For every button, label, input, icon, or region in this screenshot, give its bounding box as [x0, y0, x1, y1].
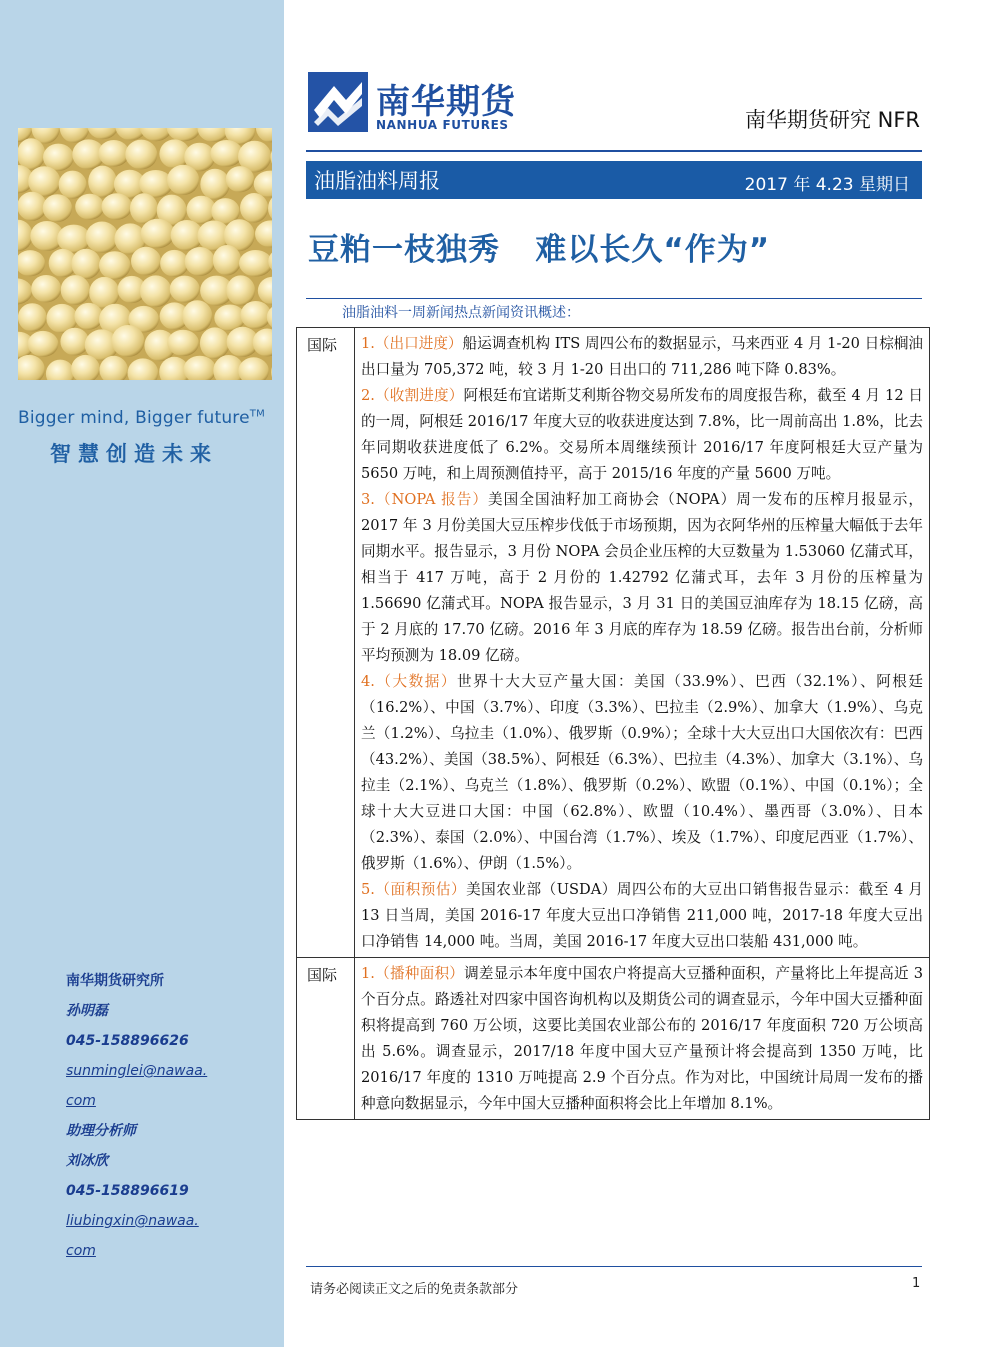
research-institute: 南华期货研究所	[66, 973, 164, 989]
report-title-bar	[306, 161, 922, 199]
news-item	[361, 877, 923, 955]
news-item	[361, 383, 923, 487]
soybean-shape	[240, 301, 271, 329]
soybean-shape	[160, 250, 189, 277]
soybean-shape	[239, 250, 272, 277]
news-tag: 4.（大数据）	[361, 673, 457, 690]
soybean-shape	[61, 275, 90, 305]
news-tag: 1.（播种面积）	[361, 965, 465, 982]
analyst-email[interactable]: sunminglei@nawaa.	[66, 1063, 208, 1079]
page-headline: 豆粕一枝独秀 难以长久“作为”	[308, 232, 771, 268]
soybean-shape	[99, 251, 131, 279]
news-table	[296, 327, 930, 1120]
soybean-shape	[28, 331, 59, 357]
disclaimer-note: 请务必阅读正文之后的免责条款部分	[310, 1282, 519, 1297]
soybean-shape	[210, 140, 242, 167]
soybean-shape	[74, 303, 103, 330]
news-text: 美国农业部（USDA）周四公布的大豆出口销售报告显示：截至 4 月 13 日当周，美国 2016-17 年度大豆出口净销售 211,000 吨，2017-18 年度大豆出口净销售 14,000 吨。当周，美国 2016-17 年度大豆出口装船 431,000 吨。	[361, 881, 923, 950]
page-number: 1	[912, 1276, 921, 1291]
category-cell: 国际	[297, 958, 355, 1120]
soybean-shape	[88, 166, 117, 198]
soybean-shape	[31, 275, 61, 302]
table-row	[297, 328, 930, 958]
news-tag: 1.（出口进度）	[361, 335, 463, 352]
assistant-email[interactable]: liubingxin@nawaa.	[66, 1213, 199, 1229]
soybean-shape	[240, 193, 268, 223]
sidebar	[0, 0, 284, 1347]
assistant-name: 刘冰欣	[66, 1153, 108, 1169]
soybean-shape	[200, 169, 229, 200]
soybean-shape	[200, 327, 230, 359]
soybean-shape	[43, 194, 72, 222]
news-text: 美国全国油籽加工商协会（NOPA）周一发布的压榨月报显示，2017 年 3 月份美国大豆压榨步伐低于市场预期，因为衣阿华州的压榨量大幅低于去年同期水平。报告显示，3 月份 NOPA 会员企业压榨的大豆数量为 1.53060 亿蒲式耳，相当于 417 万吨，高于 2 月份的 1.42792 亿蒲式耳，去年 3 月份的压榨量为 1.56690 亿蒲式耳。NOPA 报告显示，3 月 31 日的美国豆油库存为 18.15 亿磅，高于 2 月底的 17.70 亿磅。2016 年 3 月底的库存为 18.59 亿磅。报告出台前，分析师平均预测为 18.09 亿磅。	[361, 491, 923, 664]
soybean-shape	[167, 165, 199, 195]
news-cell	[355, 328, 930, 958]
research-label: 南华期货研究 NFR	[744, 108, 920, 132]
soybean-shape	[140, 275, 172, 307]
slogan-english: Bigger mind, Bigger future™	[18, 408, 265, 428]
soybean-shape	[125, 140, 157, 170]
slogan-chinese: 智慧创造未来	[50, 442, 218, 466]
soybean-shape	[141, 219, 175, 248]
analyst-email-domain[interactable]: com	[66, 1093, 96, 1109]
footer-divider	[306, 1266, 922, 1267]
news-item	[361, 669, 923, 877]
news-text: 世界十大大豆产量大国：美国（33.9%）、巴西（32.1%）、阿根廷（16.2%）、中国（3.7%）、印度（3.3%）、巴拉圭（2.9%）、加拿大（1.9%）、乌克兰（1.2%）、乌拉圭（1.0%）、俄罗斯（0.9%）；全球十大大豆出口大国依次有：巴西（43.2%）、美国（38.5%）、阿根廷（6.3%）、巴拉圭（4.3%）、加拿大（3.1%）、乌拉圭（2.1%）、乌克兰（1.8%）、俄罗斯（0.2%）、欧盟（0.1%）、中国（0.1%）；全球十大大豆进口大国：中国（62.8%）、欧盟（10.4%）、墨西哥（3.0%）、日本（2.3%）、泰国（2.0%）、中国台湾（1.7%）、埃及（1.7%）、印度尼西亚（1.7%）、俄罗斯（1.6%）、伊朗（1.5%）。	[361, 673, 923, 872]
soybean-shape	[71, 249, 100, 279]
report-date: 2017 年 4.23 星期日	[744, 175, 910, 195]
news-item	[361, 961, 923, 1117]
category-cell: 国际	[297, 328, 355, 958]
news-tag: 2.（收割进度）	[361, 387, 464, 404]
soybean-shape	[18, 138, 45, 170]
soybean-shape	[167, 330, 199, 356]
soybean-shape	[18, 303, 47, 331]
news-text: 调差显示本年度中国农户将提高大豆播种面积，产量将比上年提高近 3 个百分点。路透社对四家中国咨询机构以及期货公司的调查显示，今年中国大豆播种面积将提高到 760 万公顷，这要比美国农业部公布的 2016/17 年度面积 720 万公顷高出 5.6%。调查显示，2017/18 年度中国大豆产量预计将会提高到 1350 万吨，比 2016/17 年度的 1310 万吨提高 2.9 个百分点。作为对比，中国统计局周一发布的播种意向数据显示，今年中国大豆播种面积将会比上年增加 8.1%。	[361, 965, 923, 1112]
logo-chinese-name: 南华期货	[376, 82, 516, 122]
soybean-shape	[112, 325, 145, 357]
soybean-shape	[86, 222, 119, 253]
trademark-mark: TM	[249, 408, 265, 420]
table-row	[297, 958, 930, 1120]
news-tag: 5.（面积预估）	[361, 881, 467, 898]
news-cell	[355, 958, 930, 1120]
report-type: 油脂油料周报	[314, 169, 440, 193]
soybean-shape	[182, 300, 212, 332]
soybean-shape	[98, 140, 129, 167]
soybean-shape	[226, 275, 255, 305]
analyst-phone: 045-158896626	[66, 1033, 189, 1049]
soybean-shape	[170, 276, 200, 303]
soybean-shape	[213, 245, 241, 275]
news-item	[361, 487, 923, 669]
header-divider	[306, 150, 922, 152]
soybean-shape	[18, 192, 47, 221]
assistant-title: 助理分析师	[66, 1123, 136, 1139]
soybean-photo	[18, 128, 272, 380]
news-text: 船运调查机构 ITS 周四公布的数据显示，马来西亚 4 月 1-20 日棕榈油出口量为 705,372 吨，较 3 月 1-20 日出口的 711,286 吨下降 0.83%。	[361, 335, 923, 378]
soybean-shape	[59, 171, 87, 199]
soybean-shape	[131, 247, 161, 276]
section-subhead: 油脂油料一周新闻热点新闻资讯概述：	[342, 305, 580, 321]
subhead-divider	[306, 298, 922, 299]
soybean-shape	[60, 328, 89, 356]
contact-block	[66, 966, 276, 1266]
logo-english-name: NANHUA FUTURES	[376, 118, 509, 132]
soybean-shape	[226, 166, 254, 192]
assistant-email-domain[interactable]: com	[66, 1243, 96, 1259]
soybean-shape	[102, 193, 132, 220]
news-item	[361, 331, 923, 383]
soybean-shape	[75, 194, 104, 220]
news-text: 阿根廷布宜诺斯艾利斯谷物交易所发布的周度报告称，截至 4 月 12 日的一周，阿根廷 2016/17 年度大豆的收获进度达到 7.8%，比一周前高出 1.8%，比去年同期收获进度低了 6.2%。交易所本周继续预计 2016/17 年度阿根廷大豆产量为 5650 万吨，和上周预测值持平，高于 2015/16 年度的产量 5600 万吨。	[361, 387, 923, 482]
assistant-phone: 045-158896619	[66, 1183, 189, 1199]
news-tag: 3.（NOPA 报告）	[361, 491, 489, 508]
company-logo	[308, 72, 536, 136]
analyst-name: 孙明磊	[66, 1003, 108, 1019]
logo-mark-icon	[308, 72, 368, 132]
soybean-shape	[185, 247, 215, 276]
